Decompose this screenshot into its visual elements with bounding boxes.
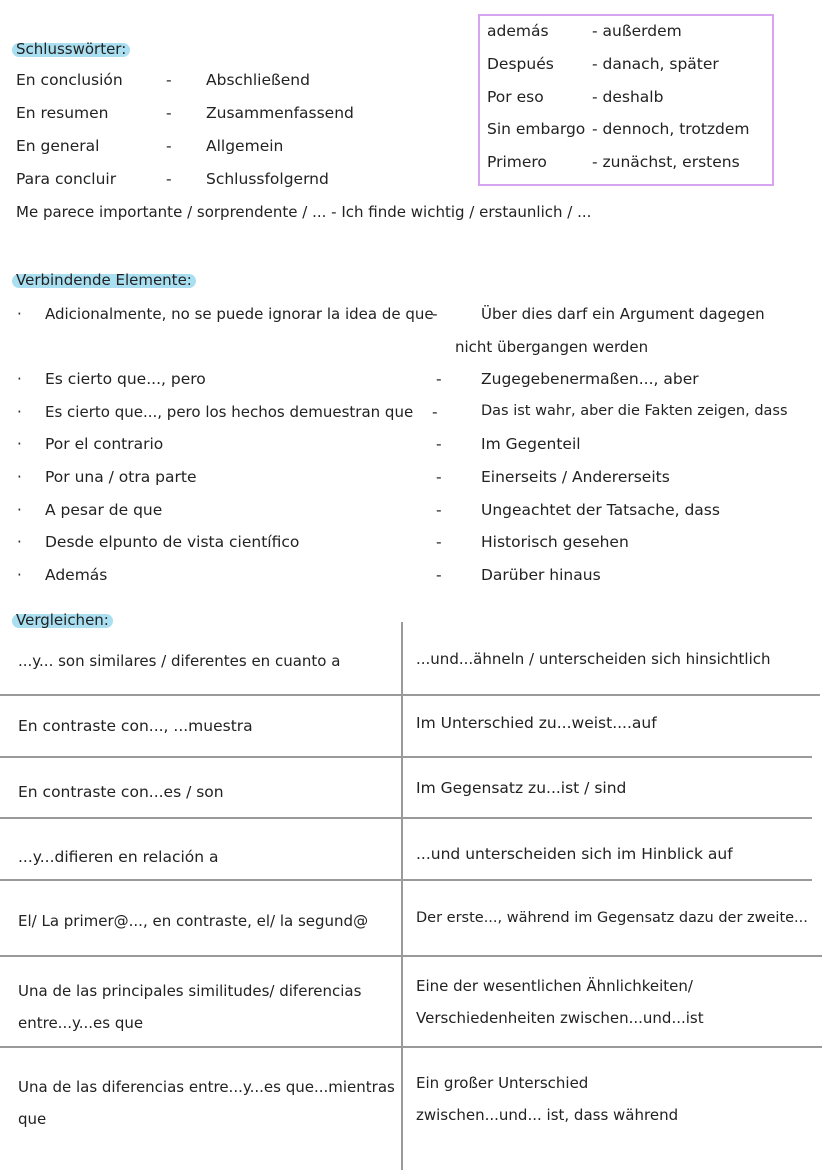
table-divider-4 <box>0 879 812 881</box>
box-de-5: - zunächst, erstens <box>592 153 740 171</box>
verbindende-dash-8: - <box>436 566 442 584</box>
verbindende-de-1: Über dies darf ein Argument dagegen <box>481 305 765 323</box>
schluss-dash-4: - <box>166 170 172 188</box>
bullet-8: · <box>17 566 22 584</box>
vergleichen-heading: Vergleichen: <box>12 611 113 629</box>
table-divider-2 <box>0 756 812 758</box>
schluss-es-1: En conclusión <box>16 71 123 89</box>
schluss-dash-2: - <box>166 104 172 122</box>
verbindende-es-8: Además <box>45 566 108 584</box>
verbindende-de-4: Im Gegenteil <box>481 435 581 453</box>
schluss-es-2: En resumen <box>16 104 109 122</box>
verbindende-heading: Verbindende Elemente: <box>12 271 196 289</box>
box-de-1: - außerdem <box>592 22 682 40</box>
vergleichen-es-7: Una de las diferencias entre...y...es que...mientras que <box>18 1078 395 1128</box>
schluss-dash-3: - <box>166 137 172 155</box>
verbindende-de-7: Historisch gesehen <box>481 533 629 551</box>
verbindende-de-5: Einerseits / Andererseits <box>481 468 670 486</box>
schluss-dash-1: - <box>166 71 172 89</box>
verbindende-es-2: Es cierto que..., pero <box>45 370 206 388</box>
vergleichen-es-2: En contraste con..., ...muestra <box>18 717 253 735</box>
verbindende-es-3: Es cierto que..., pero los hechos demuestran que <box>45 403 414 421</box>
vergleichen-es-3: En contraste con...es / son <box>18 783 224 801</box>
verbindende-dash-7: - <box>436 533 442 551</box>
bullet-2: · <box>17 370 22 388</box>
box-de-3: - deshalb <box>592 88 664 106</box>
table-divider-6 <box>0 1046 822 1048</box>
verbindende-de-6: Ungeachtet der Tatsache, dass <box>481 501 720 519</box>
verbindende-dash-5: - <box>436 468 442 486</box>
verbindende-de-3: Das ist wahr, aber die Fakten zeigen, dass <box>481 403 788 419</box>
bullet-1: · <box>17 305 22 323</box>
vergleichen-de-5: Der erste..., während im Gegensatz dazu der zweite... <box>416 910 808 926</box>
vergleichen-de-4: ...und unterscheiden sich im Hinblick auf <box>416 845 733 863</box>
vergleichen-es-4: ...y...difieren en relación a <box>18 848 219 866</box>
schluss-de-4: Schlussfolgernd <box>206 170 329 188</box>
vergleichen-es-1: ...y... son similares / diferentes en cuanto a <box>18 652 341 670</box>
vergleichen-de-2: Im Unterschied zu...weist....auf <box>416 714 657 732</box>
vergleichen-es-6: Una de las principales similitudes/ diferencias entre...y...es que <box>18 982 362 1032</box>
bullet-5: · <box>17 468 22 486</box>
verbindende-es-1: Adicionalmente, no se puede ignorar la idea de que <box>45 305 434 323</box>
verbindende-es-5: Por una / otra parte <box>45 468 197 486</box>
schluss-es-3: En general <box>16 137 100 155</box>
schluss-de-2: Zusammenfassend <box>206 104 354 122</box>
table-divider-5 <box>0 955 822 957</box>
schluss-footer: Me parece importante / sorprendente / ... - Ich finde wichtig / erstaunlich / ... <box>16 203 592 221</box>
verbindende-dash-4: - <box>436 435 442 453</box>
vergleichen-de-3: Im Gegensatz zu...ist / sind <box>416 779 627 797</box>
verbindende-dash-6: - <box>436 501 442 519</box>
verbindende-de-1b: nicht übergangen werden <box>455 338 649 356</box>
bullet-7: · <box>17 533 22 551</box>
vergleichen-de-1: ...und...ähneln / unterscheiden sich hinsichtlich <box>416 650 771 668</box>
verbindende-dash-1: - <box>432 305 438 323</box>
verbindende-de-2: Zugegebenermaßen..., aber <box>481 370 699 388</box>
bullet-6: · <box>17 501 22 519</box>
box-es-3: Por eso <box>487 88 544 106</box>
bullet-3: · <box>17 403 22 421</box>
vergleichen-de-7: Ein großer Unterschied zwischen...und... ist, dass während <box>416 1074 679 1124</box>
verbindende-es-7: Desde elpunto de vista científico <box>45 533 300 551</box>
verbindende-es-6: A pesar de que <box>45 501 163 519</box>
schluss-de-1: Abschließend <box>206 71 310 89</box>
table-divider-1 <box>0 694 820 696</box>
table-divider-3 <box>0 817 812 819</box>
verbindende-dash-2: - <box>436 370 442 388</box>
vergleichen-es-5: El/ La primer@..., en contraste, el/ la segund@ <box>18 912 369 930</box>
box-es-1: además <box>487 22 549 40</box>
box-de-2: - danach, später <box>592 55 719 73</box>
table-divider-vertical <box>401 622 403 1170</box>
schluss-es-4: Para concluir <box>16 170 117 188</box>
bullet-4: · <box>17 435 22 453</box>
verbindende-dash-3: - <box>432 403 438 421</box>
verbindende-es-4: Por el contrario <box>45 435 164 453</box>
box-es-2: Después <box>487 55 554 73</box>
schluss-heading: Schlusswörter: <box>12 40 130 58</box>
box-es-5: Primero <box>487 153 547 171</box>
box-es-4: Sin embargo <box>487 120 586 138</box>
verbindende-de-8: Darüber hinaus <box>481 566 601 584</box>
vergleichen-de-6: Eine der wesentlichen Ähnlichkeiten/ Verschiedenheiten zwischen...und...ist <box>416 977 704 1027</box>
schluss-de-3: Allgemein <box>206 137 284 155</box>
box-de-4: - dennoch, trotzdem <box>592 120 750 138</box>
